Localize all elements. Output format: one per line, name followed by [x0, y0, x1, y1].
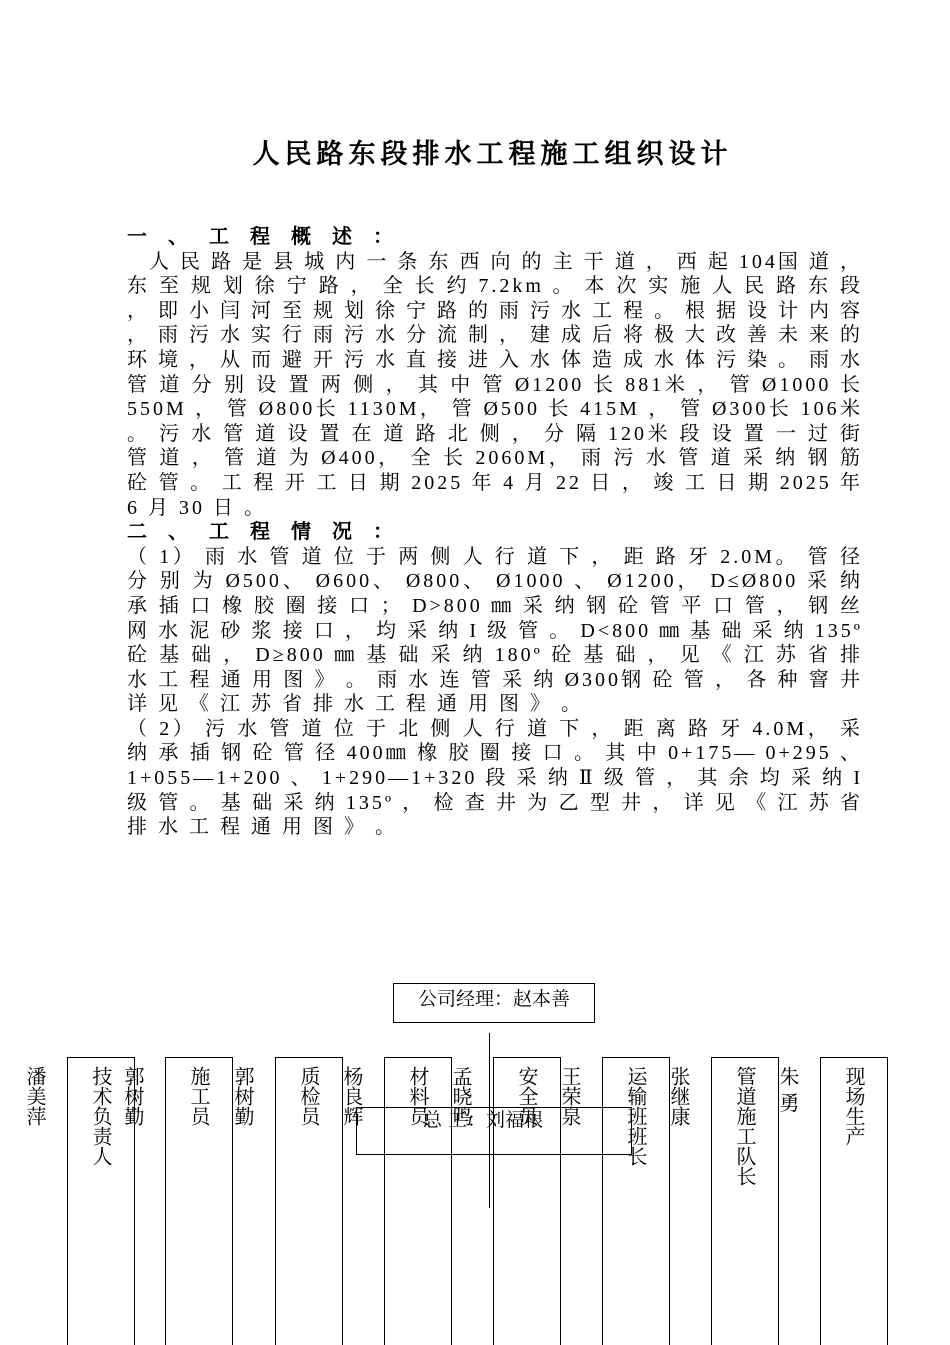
- org-position-role: 材料员: [406, 1066, 430, 1126]
- org-position-person: 孟晓鸣: [449, 1066, 473, 1126]
- org-position-role: 质检员: [297, 1066, 321, 1126]
- section-1-paragraph: 人 民 路 是 县 城 内 一 条 东 西 向 的 主 干 道 ， 西 起 104国 道 ， 东 至 规 划 徐 宁 路 ， 全 长 约 7.2km 。 本 次 实 施 人 民 路 东 段 ， 即 小 闫 河 至 规 划 徐 宁 路 的 雨 污 水 工 程 。 根 据 设 计 内 容 ， 雨 污 水 实 行 雨 污 水 分 流 制 ， 建 成 后 将 极 大 改 善 未 来 的 环 境 ， 从 而 避 开 污 水 直 接 进 入 水 体 造 成 水 体 污 染 。 雨 水 管 道 分 别 设 置 两 侧 ， 其 中 管 Ø1200 长 881米 ， 管 Ø1000 长 550M ， 管 Ø800长 1130M， 管 Ø500 长 415M ， 管 Ø300长 106米 。 污 水 管 道 设 置 在 道 路 北 侧 ， 分 隔 120米 段 设 置 一 过 街 管 道 ， 管 道 为 Ø400， 全 长 2060M， 雨 污 水 管 道 采 纳 钢 筋 砼 管 。 工 程 开 工 日 期 2025 年 4 月 22 日 ， 竣 工 日 期 2025 年 6 月 30 日 。: [127, 250, 863, 519]
- org-position-box: [776, 1057, 888, 1345]
- org-position-person: 王荣泉: [558, 1066, 582, 1126]
- org-position-role: 现场生产: [842, 1066, 866, 1146]
- org-position-person: 潘美萍: [23, 1066, 47, 1126]
- section-2-item-2: （ 2） 污 水 管 道 位 于 北 侧 人 行 道 下 ， 距 离 路 牙 4.0M， 采 纳 承 插 钢 砼 管 径 400㎜ 橡 胶 圈 接 口 。 其 中 0+175— 0+295 、 1+055—1+200 、 1+290—1+320 段 采 纳 Ⅱ 级 管 ， 其 余 均 采 纳 I 级 管 。 基 础 采 纳 135º ， 检 查 井 为 乙 型 井 ， 详 见 《 江 苏 省 排 水 工 程 通 用 图 》 。: [127, 717, 863, 839]
- section-2-heading: 二 、 工 程 情 况 ：: [127, 521, 401, 544]
- org-manager-box: 公司经理：赵本善: [393, 983, 595, 1023]
- section-1-heading: 一 、 工 程 概 述 ：: [127, 226, 401, 248]
- org-position-person: 郭树勤: [231, 1066, 255, 1126]
- org-position-role: 技术负责人: [89, 1066, 113, 1166]
- org-position-person: 张继康: [667, 1066, 691, 1126]
- org-position-person: 杨良辉: [340, 1066, 364, 1126]
- org-position-person: 朱 勇: [776, 1066, 800, 1113]
- document-title: 人民路东段排水工程施工组织设计: [252, 139, 733, 169]
- org-chief-engineer-box: 总 工：刘福根: [356, 1107, 632, 1155]
- org-position-role: 运输班班长: [624, 1066, 648, 1166]
- section-2-item-1: （ 1） 雨 水 管 道 位 于 两 侧 人 行 道 下 ， 距 路 牙 2.0M。 管 径 分 别 为 Ø500、 Ø600、 Ø800、 Ø1000 、 Ø1200， D≤Ø800 采 纳 承 插 口 橡 胶 圈 接 口 ； D>800 ㎜ 采 纳 钢 砼 管 平 口 管 ， 钢 丝 网 水 泥 砂 浆 接 口 ， 均 采 纳 I 级 管 。 D<800 ㎜ 基 础 采 纳 135º 砼 基 础 ， D≥800 ㎜ 基 础 采 纳 180º 砼 基 础 ， 见 《 江 苏 省 排 水 工 程 通 用 图 》 。 雨 水 连 管 采 纳 Ø300钢 砼 管 ， 各 种 窨 井 详 见 《 江 苏 省 排 水 工 程 通 用 图 》 。: [127, 545, 863, 716]
- document-body: [127, 225, 863, 840]
- org-position-role: 管道施工队长: [733, 1066, 757, 1186]
- org-position-role: 施工员: [187, 1066, 211, 1126]
- org-position-role: 安全员: [515, 1066, 539, 1126]
- org-position-person: 郭树勤: [121, 1066, 145, 1126]
